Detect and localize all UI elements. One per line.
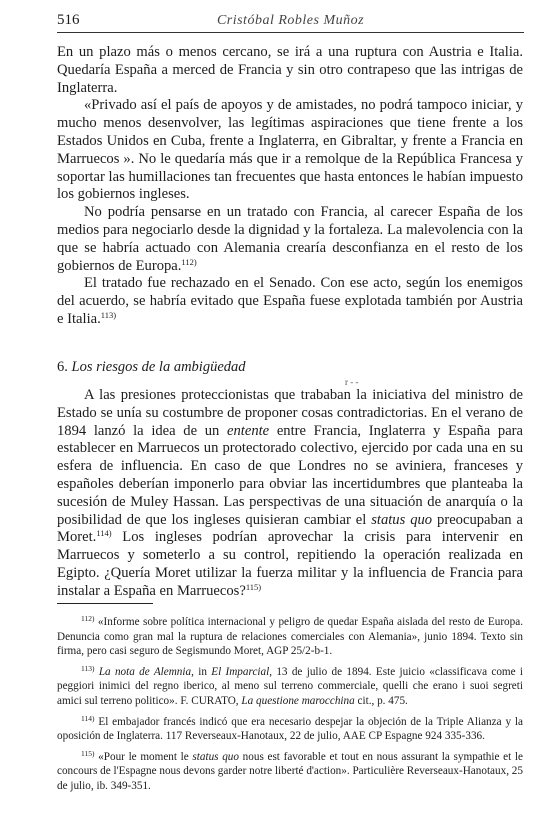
paragraph: A las presiones proteccionistas que trababan la iniciativa del ministro de Estado se unía su costumbre de proponer cosas contradictorias. En el verano de 1894 lanzó la idea de un entente entre Francia, Inglaterra y España para establecer en Marruecos un protectorado colectivo, ejercido por cada una en su esfera de influencia. En caso de que Londres no se aviniera, franceses y españoles deberían imponerlo para obviar las incertidumbres que planteaba la sucesión de Muley Hassan. Las perspectivas de una situación de anarquía o la posibilidad de que los ingleses quisieran cambiar el status quo preocupaban a Moret.$^{114)}$ Los ingleses podrían aprovechar la crisis para intervenir en Marruecos y someterlo a su control, repitiendo la operación realizada en Egipto. ¿Quería Moret utilizar la fuerza militar y la influencia de Francia para instalar a España en Marruecos?$^{115)}$ bbox=[57, 387, 524, 599]
footnote-ref[interactable]: 113) bbox=[100, 309, 117, 320]
paragraph: No podría pensarse en un tratado con Francia, al carecer España de los medios para negociarlo desde la dignidad y la fortaleza. La malevolencia con la que se habría actuado con Alemania crearía desconfianza en el resto de los gobiernos de Europa.$^{112)}$ bbox=[57, 204, 523, 274]
paragraph-quote: «Privado así el país de apoyos y de amistades, no podrá tampoco iniciar, y mucho menos desenvolver, las legítimas aspiraciones que tiene frente a los Estados Unidos en Cuba, frente a Inglaterra, en Gibraltar, y frente a Francia en Marruecos ». No le quedaría más que ir a remolque de la República Francesa y soportar las humillaciones tan frecuentes que hasta entonces le habían impuesto los gobiernos ingleses. bbox=[57, 97, 523, 203]
footnote-112: $^{112)}$ «Informe sobre política internacional y peligro de quedar España aislada del resto de Europa. Denuncia como gran mal la ruptura de relaciones comerciales con Alemania», junio 1894. Texto sin firma, pero casi seguro de Segismundo Moret, AGP 25/2-b-1. bbox=[57, 614, 523, 658]
section-title: Los riesgos de la ambigüedad bbox=[71, 359, 246, 375]
section-heading bbox=[57, 359, 246, 376]
page-header bbox=[57, 10, 524, 33]
margin-mark: r - - bbox=[345, 377, 359, 387]
section-text bbox=[57, 387, 523, 601]
paragraph: En un plazo más o menos cercano, se irá a una ruptura con Austria e Italia. Quedaría España a merced de Francia y sin otro contrapeso que las intrigas de Inglaterra. bbox=[57, 44, 523, 96]
footnote-115: $^{115)}$ «Pour le moment le status quo nous est favorable et tout en nous assurant la sympathie et le concours de l'Espagne nous devons garder notre liberté d'action». Particulière Reverseaux-Hanotaux, 25 de julio, ib. 349-351. bbox=[57, 748, 523, 792]
footnote-ref[interactable]: 112) bbox=[181, 256, 197, 267]
footnote-ref[interactable]: 114) bbox=[96, 528, 112, 539]
section-number: 6. bbox=[57, 359, 68, 375]
top-text bbox=[57, 44, 523, 329]
footnote-113: $^{113)}$ La nota de Alemnia, in El Imparcial, 13 de julio de 1894. Este juicio «classificava come i peggiori inimici del regno iberico, al meno sul terreno commerciale, quelli che erano i suoi segreti amici sul terreno politico». F. CURATO, La questione marocchina cit., p. 475. bbox=[57, 663, 524, 707]
paragraph: El tratado fue rechazado en el Senado. Con ese acto, según los enemigos del acuerdo, se habría evitado que España fuese explotada también por Austria e Italia.$^{113)}$ bbox=[57, 275, 523, 327]
page-number: 516 bbox=[57, 12, 80, 28]
footnote-divider bbox=[57, 603, 153, 604]
footnote-114: $^{114)}$ El embajador francés indicó que era necesario despejar la objeción de la Triple Alianza y la oposición de Inglaterra. 117 Reverseaux-Hanotaux, 22 de julio, AAE CP Espagne 924 335-336. bbox=[57, 713, 523, 743]
footnotes bbox=[57, 615, 523, 800]
running-head: Cristóbal Robles Muñoz bbox=[216, 13, 365, 28]
footnote-ref[interactable]: 115) bbox=[245, 581, 262, 592]
